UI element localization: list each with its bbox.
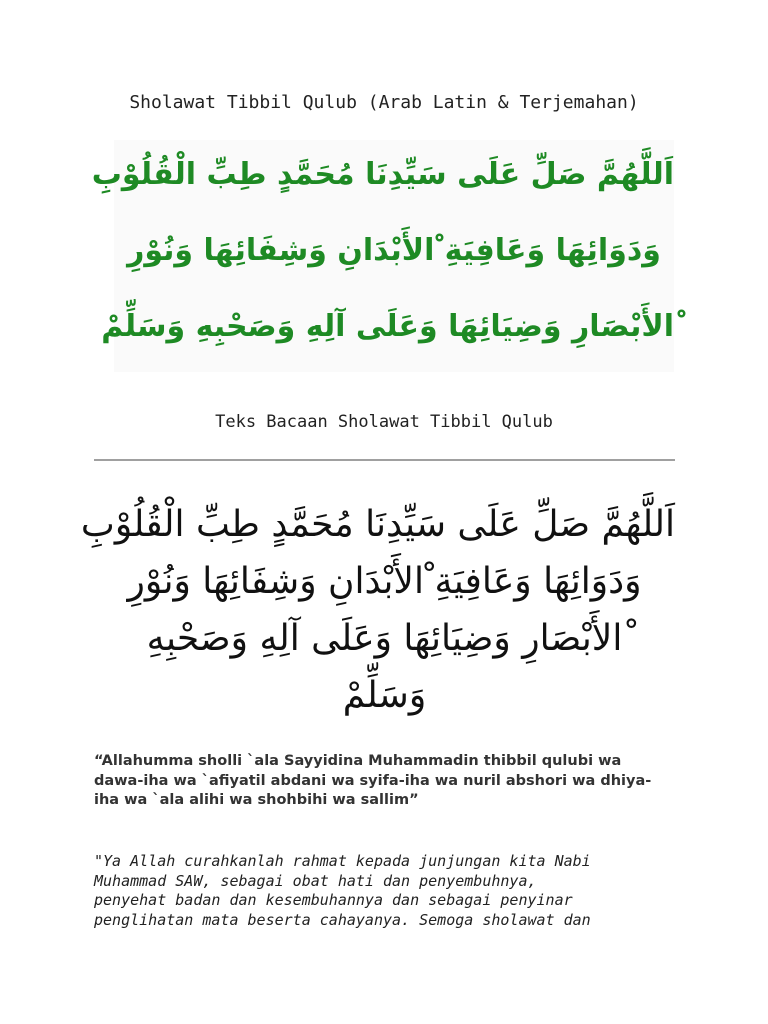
arabic-text-line: اَللَّهُمَّ صَلِّ عَلَى سَيِّدِنَا مُحَمَّدٍ طِبِّ الْقُلُوْبِ xyxy=(80,504,675,545)
horizontal-divider xyxy=(94,459,675,461)
translation-line: Muhammad SAW, sebagai obat hati dan penyembuhnya, xyxy=(94,871,537,890)
arabic-text-block xyxy=(80,496,675,724)
arabic-image-line: اَللَّهُمَّ صَلِّ عَلَى سَيِّدِنَا مُحَمَّدٍ طِبِّ الْقُلُوْبِ xyxy=(91,157,674,192)
translation-line: penyehat badan dan kesembuhannya dan sebagai penyinar xyxy=(94,891,573,909)
translation-line: "Ya Allah curahkanlah rahmat kepada junjungan kita Nabi xyxy=(94,852,591,870)
arabic-text-line: ْالأَبْصَارِ وَضِيَائِهَا وَعَلَى آلِهِ وَصَحْبِهِ xyxy=(146,618,623,659)
section-title: Teks Bacaan Sholawat Tibbil Qulub xyxy=(215,412,553,432)
translation-paragraph xyxy=(94,852,674,930)
arabic-text-line: وَدَوَائِهَا وَعَافِيَةِ ْالأَبْدَانِ وَشِفَائِهَا وَنُوْرِ xyxy=(127,561,642,602)
arabic-image-line: ْالأَبْصَارِ وَضِيَائِهَا وَعَلَى آلِهِ وَصَحْبِهِ وَسَلِّمْ xyxy=(101,309,674,344)
arabic-image-line: وَدَوَائِهَا وَعَافِيَةِ ْالأَبْدَانِ وَشِفَائِهَا وَنُوْرِ xyxy=(127,233,661,268)
page-title: Sholawat Tibbil Qulub (Arab Latin & Terjemahan) xyxy=(129,92,639,113)
arabic-text-line: وَسَلِّمْ xyxy=(342,675,427,716)
arabic-calligraphy-image xyxy=(91,140,674,372)
latin-transliteration: “Allahumma sholli `ala Sayyidina Muhammadin thibbil qulubi wa dawa-iha wa `afiyatil abdani wa syifa-iha wa nuril abshori wa dhiya-iha wa `ala alihi wa shohbihi wa sallim” xyxy=(94,753,652,808)
translation-line: penglihatan mata beserta cahayanya. Semoga sholawat dan xyxy=(94,910,591,929)
